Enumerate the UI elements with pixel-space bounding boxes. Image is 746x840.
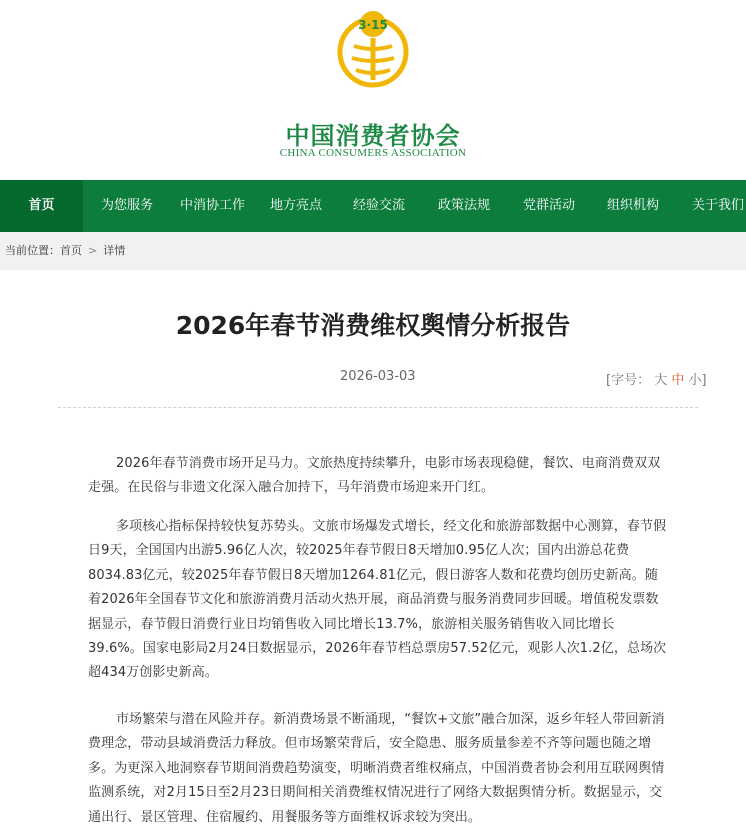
org-name-en: CHINA CONSUMERS ASSOCIATION: [279, 147, 467, 159]
nav-home[interactable]: 首页: [0, 180, 83, 232]
breadcrumb-separator: >: [88, 244, 98, 257]
title-divider: [58, 407, 698, 408]
site-header: [0, 0, 746, 180]
cca-315-logo-icon[interactable]: [332, 8, 414, 88]
nav-policies-regulations[interactable]: 政策法规: [438, 198, 491, 213]
nav-local-highlights[interactable]: 地方亮点: [270, 198, 323, 213]
breadcrumb-current: 详情: [103, 244, 126, 257]
article-paragraph-3: 市场繁荣与潜在风险并存。新消费场景不断涌现，“餐饮+文旅”融合加深，返乡年轻人带回新消费理念，带动县域消费活力释放。但市场繁荣背后，安全隐患、服务质量参差不齐等问题也随之增多。为更深入地洞察春节期间消费趋势演变，明晰消费者维权痛点，中国消费者协会利用互联网舆情监测系统，对2月15日至2月23日期间相关消费维权情况进行了网络大数据舆情分析。数据显示，交通出行、景区管理、住宿履约、用餐服务等方面维权诉求较为突出。: [88, 712, 665, 825]
breadcrumb-prefix: 当前位置：: [5, 244, 60, 257]
article-title: 2026年春节消费维权舆情分析报告: [175, 311, 571, 340]
nav-experience-exchange[interactable]: 经验交流: [353, 198, 406, 213]
article-date: 2026-03-03: [340, 369, 416, 384]
font-size-medium-link[interactable]: 中: [671, 373, 685, 388]
nav-services[interactable]: 为您服务: [101, 198, 154, 213]
nav-cca-work[interactable]: 中消协工作: [180, 198, 246, 213]
font-size-large-link[interactable]: 大: [654, 373, 668, 388]
font-size-small-link[interactable]: 小: [688, 373, 702, 388]
main-nav: [0, 180, 746, 232]
article-paragraph-1: 2026年春节消费市场开足马力。文旅热度持续攀升，电影市场表现稳健，餐饮、电商消费双双走强。在民俗与非遗文化深入融合加持下，马年消费市场迎来开门红。: [88, 456, 661, 496]
nav-organization[interactable]: 组织机构: [607, 198, 660, 213]
logo-label: 3·15: [358, 18, 388, 32]
article-paragraph-2: 多项核心指标保持较快复苏势头。文旅市场爆发式增长，经文化和旅游部数据中心测算，春节假日9天，全国国内出游5.96亿人次，较2025年春节假日8天增加0.95亿人次；国内出游总花费8034.83亿元，较2025年春节假日8天增加1264.81亿元，假日游客人数和花费均创历史新高。随着2026年全国春节文化和旅游消费月活动火热开展，商品消费与服务消费同步回暖。增值税发票数据显示，春节假日消费行业日均销售收入同比增长13.7%，旅游相关服务销售收入同比增长39.6%。国家电影局2月24日数据显示，2026年春节档总票房57.52亿元，观影人次1.2亿，总场次超434万创影史新高。: [88, 519, 667, 681]
breadcrumb: [0, 232, 746, 270]
nav-party-activities[interactable]: 党群活动: [523, 198, 576, 213]
font-size-close: ]: [701, 373, 707, 388]
breadcrumb-home-link[interactable]: 首页: [60, 244, 82, 257]
font-size-open: [字号：: [606, 373, 651, 388]
font-size-control: [606, 369, 707, 388]
nav-about-us[interactable]: 关于我们: [692, 198, 745, 213]
org-name-cn: 中国消费者协会: [285, 122, 461, 150]
